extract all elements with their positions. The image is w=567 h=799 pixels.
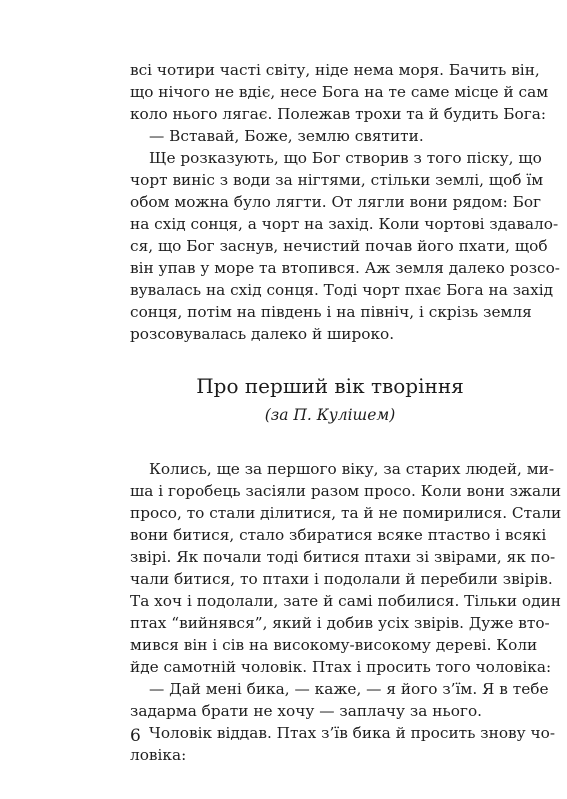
text-line: птах “вийнявся”, який і добив усіх звірів. Дуже вто- (130, 614, 550, 632)
text-line: він упав у море та втопився. Аж земля далеко розсо- (130, 259, 560, 277)
text-line: просо, то стали ділитися, та й не помирилися. Стали (130, 504, 562, 522)
text-line: йде самотній чоловік. Птах і просить того чоловіка: (130, 658, 552, 676)
text-line: ловіка: (130, 746, 187, 764)
text-line: мився він і сів на високому-високому дереві. Коли (130, 636, 538, 654)
section-subtitle: (за П. Кулішем) (264, 406, 396, 424)
text-line: чали битися, то птахи і подолали й перебили звірів. (130, 570, 553, 588)
text-line: всі чотири часті світу, ніде нема моря. Бачить він, (130, 61, 540, 79)
text-line: що нічого не вдіє, несе Бога на те саме місце й сам (130, 83, 549, 101)
text-line: ша і горобець засіяли разом просо. Коли вони зжали (130, 482, 562, 500)
paragraph-start-line: Чоловік віддав. Птах з’їв бика й просить знову чо- (149, 724, 556, 742)
text-line: чорт виніс з води за нігтями, стільки землі, щоб їм (130, 171, 544, 189)
dialogue-line: — Дай мені бика, — каже, — я його з’їм. Я в тебе (149, 680, 549, 698)
text-line: розсовувалась далеко й широко. (130, 325, 395, 343)
text-line: Та хоч і подолали, зате й самі побилися. Тільки один (130, 592, 561, 610)
dialogue-line: — Вставай, Боже, землю святити. (149, 127, 424, 145)
text-line: коло нього лягає. Полежав трохи та й будить Бога: (130, 105, 547, 123)
text-line: вони битися, стало збиратися всяке птаство і всякі (130, 526, 547, 544)
text-line: сонця, потім на південь і на північ, і скрізь земля (130, 303, 532, 321)
text-line: ся, що Бог заснув, нечистий почав його пхати, щоб (130, 237, 548, 255)
page-number: 6 (130, 726, 141, 746)
text-line: вувалась на схід сонця. Тоді чорт пхає Бога на захід (130, 281, 554, 299)
paragraph-start-line: Ще розказують, що Бог створив з того піску, що (149, 149, 542, 167)
paragraph-start-line: Колись, ще за першого віку, за старих людей, ми- (149, 460, 555, 478)
section-title: Про перший вік творіння (196, 374, 464, 398)
text-line: задарма брати не хочу — заплачу за нього. (130, 702, 483, 720)
text-line: на схід сонця, а чорт на захід. Коли чортові здавало- (130, 215, 559, 233)
text-line: звірі. Як почали тоді битися птахи зі звірами, як по- (130, 548, 556, 566)
text-line: обом можна було лягти. От лягли вони рядом: Бог (130, 193, 542, 211)
